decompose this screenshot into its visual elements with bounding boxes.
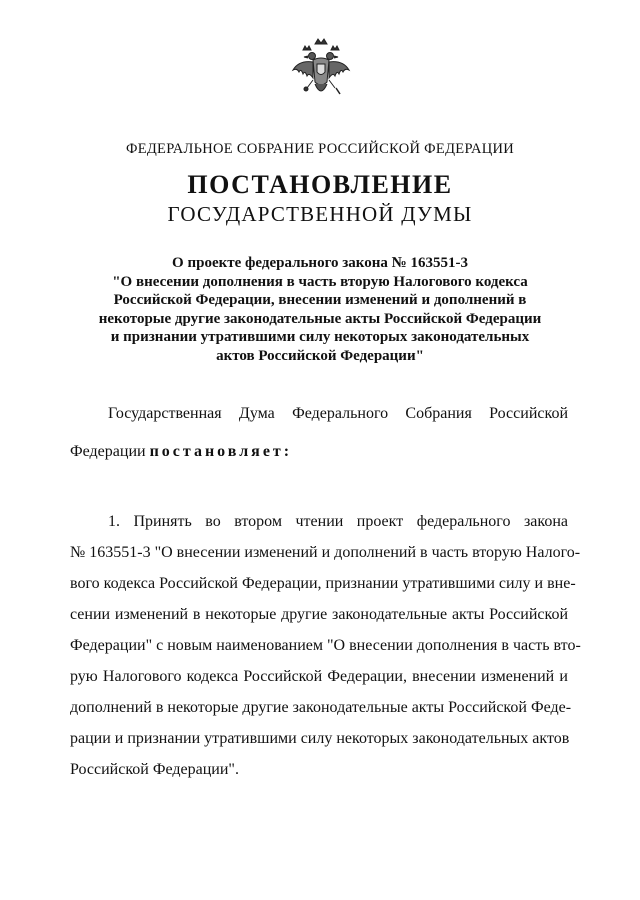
heading-line: и признании утратившими силу некоторых законодательных (110, 329, 530, 346)
decree-verb: постановляет: (149, 443, 293, 460)
heading-line: актов Российской Федерации" (216, 347, 424, 364)
resolution-item-1 (70, 506, 581, 785)
item-line: рую Налогового кодекса Российской Федерации, внесении изменений и (70, 668, 568, 685)
document-title: ПОСТАНОВЛЕНИЕ (187, 170, 453, 199)
heading-line: О проекте федерального закона № 163551-3 (172, 255, 468, 271)
heading-line: "О внесении дополнения в часть вторую Налогового кодекса (112, 273, 528, 290)
russian-coat-of-arms-icon (289, 34, 353, 104)
preamble-line (70, 443, 292, 461)
heading-line: некоторые другие законодательные акты Российской Федерации (98, 310, 542, 327)
resolution-heading (60, 254, 580, 366)
heading-line: Российской Федерации, внесении изменений и дополнений в (113, 292, 527, 309)
item-line: Федерации" с новым наименованием "О внесении дополнения в часть вто- (70, 637, 581, 654)
assembly-name: ФЕДЕРАЛЬНОЕ СОБРАНИЕ РОССИЙСКОЙ ФЕДЕРАЦИИ (125, 141, 515, 157)
item-line: 1. Принять во втором чтении проект федерального закона (108, 513, 568, 530)
item-line: Российской Федерации". (70, 761, 239, 778)
document-subtitle: ГОСУДАРСТВЕННОЙ ДУМЫ (167, 202, 473, 226)
item-line: сении изменений в некоторые другие законодательные акты Российской (70, 606, 568, 623)
item-line: вого кодекса Российской Федерации, признании утратившими силу и вне- (70, 575, 576, 592)
item-line: рации и признании утратившими силу некоторых законодательных актов (70, 730, 570, 747)
item-line: дополнений в некоторые другие законодательные акты Российской Феде- (70, 699, 572, 716)
item-line: № 163551-3 "О внесении изменений и дополнений в часть вторую Налого- (70, 544, 581, 561)
preamble-text: Федерации (70, 443, 150, 460)
preamble-line: Государственная Дума Федерального Собрания Российской (108, 405, 568, 422)
